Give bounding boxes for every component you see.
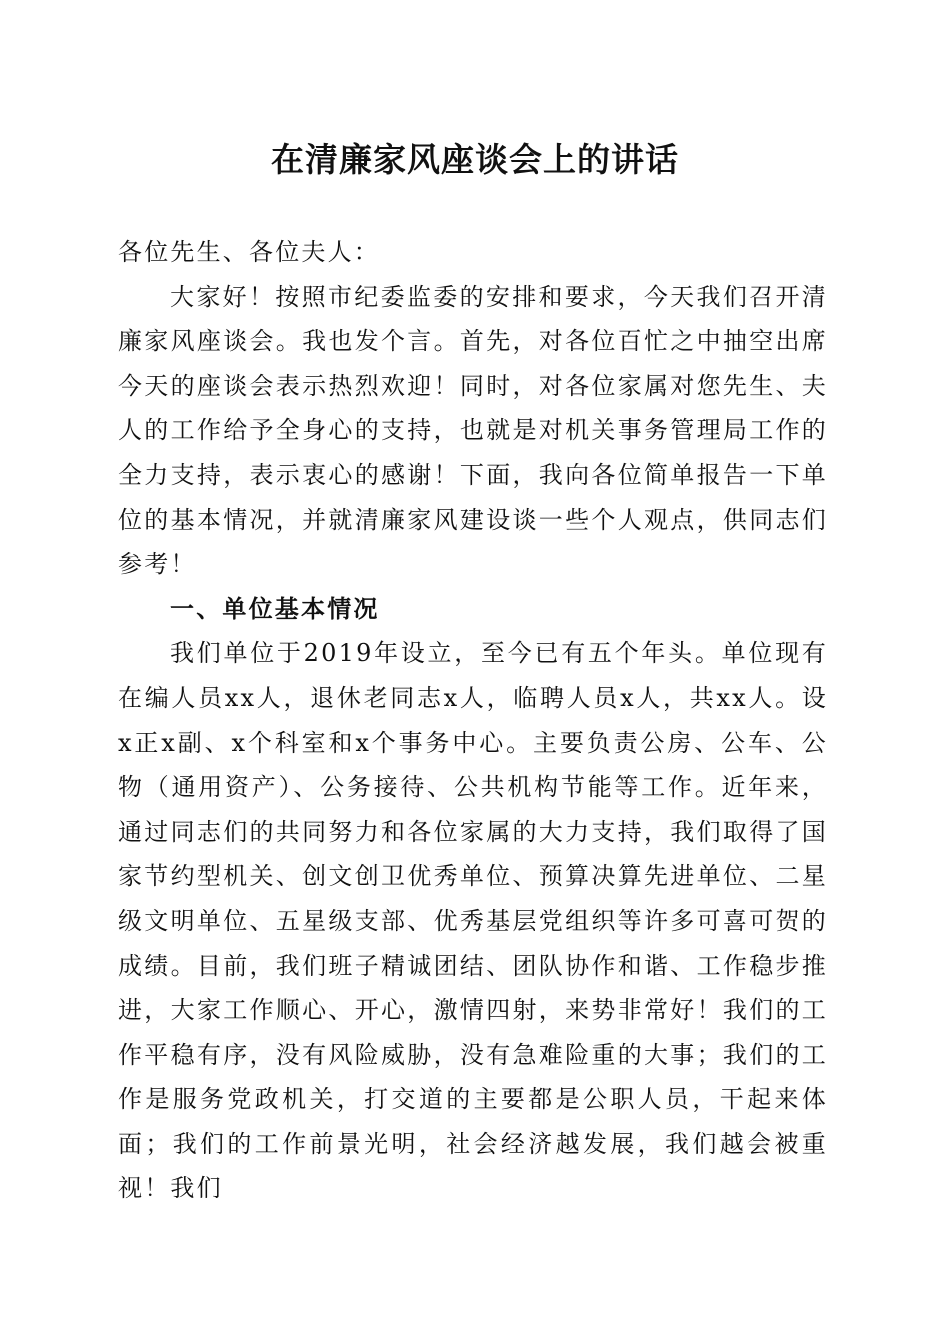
section-heading: 一、单位基本情况 [170, 594, 380, 623]
opening-paragraph: 大家好！按照市纪委监委的安排和要求，今天我们召开清廉家风座谈会。我也发个言。首先，对各位百忙之中抽空出席今天的座谈会表示热烈欢迎！同时，对各位家属对您先生、夫人的工作给予全身心的支持，也就是对机关事务管理局工作的全力支持，表示衷心的感谢！下面，我向各位简单报告一下单位的基本情况，并就清廉家风建设谈一些个人观点，供同志们参考！ [118, 282, 828, 579]
document-body [118, 230, 828, 1211]
salutation: 各位先生、各位夫人： [118, 238, 380, 266]
section-paragraph: 我们单位于2019年设立，至今已有五个年头。单位现有在编人员xx人，退休老同志x人，临聘人员x人，共xx人。设x正x副、x个科室和x个事务中心。主要负责公房、公车、公物（通用资产）、公务接待、公共机构节能等工作。近年来，通过同志们的共同努力和各位家属的大力支持，我们取得了国家节约型机关、创文创卫优秀单位、预算决算先进单位、二星级文明单位、五星级支部、优秀基层党组织等许多可喜可贺的成绩。目前，我们班子精诚团结、团队协作和谐、工作稳步推进，大家工作顺心、开心，激情四射，来势非常好！我们的工作平稳有序，没有风险威胁，没有急难险重的大事；我们的工作是服务党政机关，打交道的主要都是公职人员，干起来体面；我们的工作前景光明，社会经济越发展，我们越会被重视！我们 [118, 639, 828, 1203]
document-title: 在清廉家风座谈会上的讲话 [271, 140, 679, 179]
